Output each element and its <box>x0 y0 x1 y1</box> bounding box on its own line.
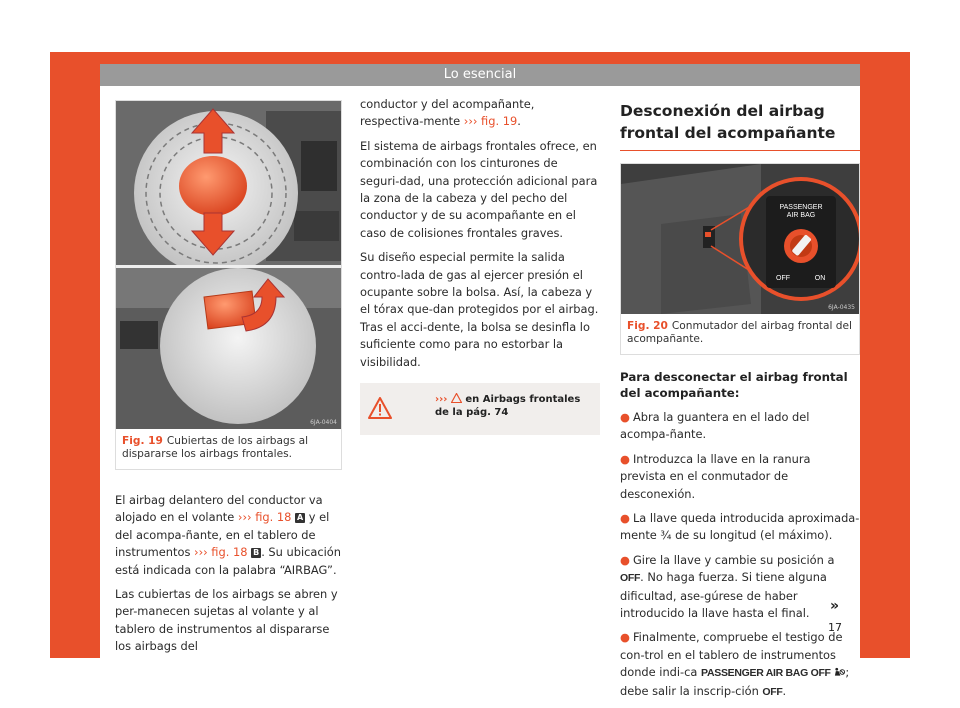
fig-18-link[interactable]: ››› fig. 18 <box>194 545 248 560</box>
bullet-icon: ● <box>620 511 630 526</box>
text: . <box>517 114 521 129</box>
warning-text: en Airbags frontales de la pág. 74 <box>435 394 581 419</box>
column-left <box>115 100 342 663</box>
fig-19-link[interactable]: ››› fig. 19 <box>463 114 518 129</box>
off-code: OFF <box>620 572 641 585</box>
bullet-icon: ● <box>620 410 630 424</box>
figure-20 <box>620 163 860 355</box>
off-code: OFF <box>762 685 783 698</box>
text: Abra la guantera en el lado del acompa-ñante. <box>620 410 810 442</box>
switch-illustration <box>621 164 859 314</box>
continue-marker: » <box>830 598 840 614</box>
text: . <box>782 683 787 698</box>
fig-18-link[interactable]: ››› fig. 18 <box>237 510 292 525</box>
text: Introduzca la llave en la ranura prevista en el conmutador de desconexión. <box>620 451 811 501</box>
caption-text: Cubiertas de los airbags al dispararse los airbags frontales. <box>122 435 309 460</box>
text: Gire la llave y cambie su posición a <box>632 552 835 567</box>
section-heading: Desconexión del airbag frontal del acompañante <box>620 100 860 151</box>
bullet-icon: ● <box>620 552 630 567</box>
bullet-item <box>620 510 860 545</box>
off-label: OFF <box>776 275 790 282</box>
figure-image-id: 6JA-0404 <box>310 419 337 426</box>
column-right <box>620 100 860 708</box>
switch-title: PASSENGER <box>779 204 823 211</box>
figure-20-caption <box>621 314 859 354</box>
text: y el del acompa-ñante, en el tablero de instrumentos <box>115 510 330 560</box>
page-header: Lo esencial <box>100 64 860 86</box>
paragraph: Las cubiertas de los airbags se abren y per-manecen sujetas al volante y al tablero de instrumentos al dispararse los airbags del <box>115 587 338 654</box>
switch-title-line2: AIR BAG <box>786 212 816 219</box>
bullet-item <box>620 552 860 623</box>
text: ; debe salir la inscrip-ción <box>620 665 850 698</box>
text: . No haga fuerza. Si tiene alguna dificultad, ase-gúrese de haber introducido la llave hasta el final. <box>620 570 827 621</box>
bullet-icon: ● <box>620 630 630 645</box>
page-number: 17 <box>828 621 842 634</box>
warning-triangle-icon <box>451 393 462 403</box>
figure-19-caption <box>116 429 341 469</box>
text: Finalmente, compruebe el testigo de con-trol en el tablero de instrumentos donde indi-ca <box>620 630 843 680</box>
airbag-off-icon <box>834 667 845 677</box>
airbag-illustration-svg <box>116 101 341 429</box>
paragraph <box>360 96 600 131</box>
warning-reference[interactable] <box>435 393 585 419</box>
paragraph: Su diseño especial permite la salida contro-lada de gas al ejercer presión el ocupante sobre la bolsa. Así, la cabeza y el tórax que-dan protegidos por el airbag. Tras el acci-dente, la bolsa se desinfla lo suficiente como para no estorbar la visibilidad. <box>360 250 599 369</box>
procedure-heading: Para desconectar el airbag frontal del acompañante: <box>620 370 848 400</box>
figure-label: Fig. 20 <box>627 320 668 332</box>
text: conductor y del acompañante, respectiva-mente <box>360 97 535 129</box>
chevron-icon: ››› <box>435 394 448 406</box>
paragraph: El sistema de airbags frontales ofrece, en combinación con los cinturones de seguri-dad, una protección adicional para la zona de la cabeza y del pecho del conductor y de su acompañante en el caso de colisiones frontales graves. <box>360 138 598 240</box>
figure-image-id: 6JA-0435 <box>828 304 855 311</box>
bullet-icon: ● <box>620 451 630 466</box>
bullet-item <box>620 409 860 444</box>
figure-label: Fig. 19 <box>122 435 163 447</box>
text: El airbag delantero del conductor va alojado en el volante <box>115 493 323 525</box>
airbag-illustration <box>116 101 341 429</box>
text: . Su ubicación está indicada con la palabra “AIRBAG”. <box>115 545 341 577</box>
figure-19 <box>115 100 342 470</box>
warning-box <box>360 383 600 435</box>
on-label: ON <box>814 275 826 282</box>
text: La llave queda introducida aproximada-mente ¾ de su longitud (el máximo). <box>620 511 860 543</box>
bullet-item <box>620 629 860 701</box>
badge-a: A <box>296 513 304 523</box>
passenger-airbag-off-code: PASSENGER AIR BAG OFF <box>701 667 831 680</box>
paragraph <box>115 492 342 579</box>
column-middle <box>360 96 600 435</box>
switch-illustration-svg <box>621 164 859 314</box>
warning-triangle-icon <box>368 397 392 419</box>
badge-b: B <box>253 548 260 558</box>
bullet-item <box>620 451 860 503</box>
caption-text: Conmutador del airbag frontal del acompañante. <box>627 320 852 345</box>
